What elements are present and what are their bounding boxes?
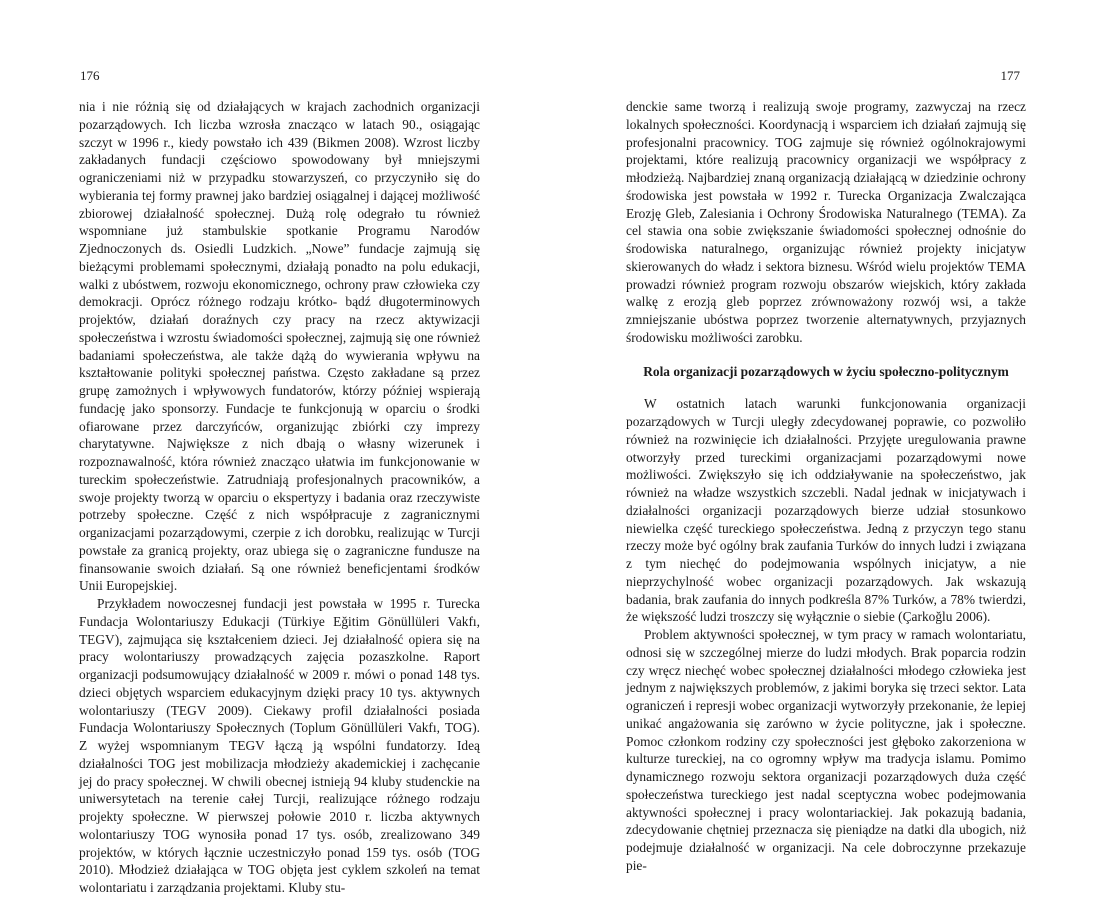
- right-page: [550, 0, 1100, 873]
- page-number-right: 177: [1000, 68, 1020, 83]
- page-number-left: 176: [80, 68, 100, 83]
- right-text-block: [626, 98, 1026, 875]
- left-paragraph-2: Przykładem nowoczesnej fundacji jest powstała w 1995 r. Turecka Fundacja Wolontariuszy Edukacji (Türkiye Eğitim Gönüllüleri Vakfı, TEGV), zajmująca się kształceniem dzieci. Jej działalność opiera się na pracy wolontariuszy prowadzących zajęcia pozaszkolne. Raport organizacji podsumowujący działalność w 2009 r. mówi o ponad 148 tys. dzieci objętych wsparciem edukacyjnym dzięki pracy 10 tys. aktywnych wolontariuszy (TEGV 2009). Ciekawy profil działalności posiada Fundacja Wolontariuszy Społecznych (Toplum Gönüllüleri Vakfı, TOG). Z wyżej wspomnianym TEGV łączą ją wspólni fundatorzy. Ideą działalności TOG jest mobilizacja młodzieży akademickiej i zachęcanie jej do pracy społecznej. W chwili obecnej istnieją 94 kluby studenckie na uniwersytetach na terenie całej Turcji, realizujące różnego rodzaju projekty społeczne. W pierwszej połowie 2010 r. liczba aktywnych wolontariuszy TOG wynosiła ponad 17 tys. osób, zrealizowano 349 projektów, w których łącznie uczestniczyło ponad 159 tys. osób (TOG 2010). Młodzież działająca w TOG objęta jest cyklem szkoleń na temat wolontariatu i zarządzania projektami. Kluby stu-: [79, 596, 480, 895]
- right-paragraph-3: Problem aktywności społecznej, w tym pracy w ramach wolontariatu, odnosi się w szczególnej mierze do ludzi młodych. Brak poparcia rodzin czy wręcz niechęć wobec społecznej działalności młodego człowieka jest jednym z największych problemów, z jakimi boryka się trzeci sektor. Lata ograniczeń i represji wobec organizacji wytworzyły przekonanie, że lepiej unikać angażowania się zarówno w życie polityczne, jak i społeczne. Pomoc członkom rodziny czy społeczności jest głęboko zakorzeniona w kulturze tureckiej, na co ogromny wpływ ma tradycja islamu. Pomimo dynamicznego rozwoju sektora organizacji pozarządowych duża część społeczeństwa tureckiego jest nadal sceptyczna wobec podejmowania aktywności społecznej i pracy wolontariackiej. Jak pokazują badania, zdecydowanie chętniej przeznacza się pieniądze na datki dla ubogich, niż podejmuje działalność w organizacji. Na cele dobroczynne przekazuje pie-: [626, 627, 1026, 873]
- left-text-block: [79, 98, 480, 897]
- right-paragraph-1: denckie same tworzą i realizują swoje programy, zazwyczaj na rzecz lokalnych społeczności. Koordynacją i wsparciem ich działań zajmują się profesjonalni pracownicy. TOG zajmuje się również ogólnokrajowymi projektami, które realizują pracownicy organizacji we współpracy z młodzieżą. Najbardziej znaną organizacją działającą w dziedzinie ochrony środowiska jest powstała w 1992 r. Turecka Organizacja Zwalczająca Erozję Gleb, Zalesiania i Ochrony Środowiska Naturalnego (TEMA). Za cel stawia ona sobie zwiększanie świadomości społecznej odnośnie do środowiska naturalnego, organizując również projekty inicjatyw skierowanych do władz i sektora biznesu. Wśród wielu projektów TEMA prowadzi również program rozwoju obszarów wiejskich, który zakłada walkę z erozją gleb poprzez zrównoważony rozwój wsi, a także zmniejszanie ubóstwa poprzez tworzenie alternatywnych, przyjaznych środowisku możliwości zarobku.: [626, 99, 1026, 345]
- left-paragraph-1: nia i nie różnią się od działających w krajach zachodnich organizacji pozarządowych. Ich liczba wzrosła znacząco w latach 90., osiągając szczyt w 1996 r., kiedy powstało ich 439 (Bikmen 2008). Wzrost liczby zakładanych fundacji częściowo spowodowany był mniejszymi ograniczeniami niż w przypadku stowarzyszeń, co przyczyniło się do wybierania tej formy prawnej jako bardziej osiągalnej i dającej możliwość zbiorowej działalność społecznej. Dużą rolę odegrało tu również wspomniane już stambulskie spotkanie Programu Narodów Zjednoczonych ds. Osiedli Ludzkich. „Nowe” fundacje zajmują się bieżącymi problemami społecznymi, działają ponadto na polu edukacji, walki z ubóstwem, rozwoju ekonomicznego, ochrony praw człowieka czy demokracji. Oprócz różnego rodzaju krótko- bądź długoterminowych projektów, działań doraźnych czy pracy na rzecz aktywizacji społeczeństwa i wzrostu świadomości społecznej, zajmują się one również badaniami społeczeństwa, ale także dążą do wywierania wpływu na kształtowanie polityki społecznej państwa. Często zakładane są przez grupę zamożnych i wpływowych fundatorów, którzy później wspierają fundację jako sponsorzy. Fundacje te funkcjonują w oparciu o środki ofiarowane przez darczyńców, organizując zbiórki czy imprezy charytatywne. Największe z nich dbają o własny wizerunek i rozpoznawalność, która również znacząco ułatwia im funkcjonowanie w tureckim społeczeństwie. Zatrudniają profesjonalnych pracowników, a swoje projekty tworzą w oparciu o ekspertyzy i badania oraz rzeczywiste potrzeby społeczne. Część z nich współpracuje z zagranicznymi organizacjami pozarządowymi, czerpie z ich dorobku, realizując w Turcji powstałe za granicą projekty, oraz ubiega się o zagraniczne fundusze na finansowanie swoich działań. Są one również beneficjentami środków Unii Europejskiej.: [79, 99, 480, 594]
- section-heading: Rola organizacji pozarządowych w życiu społeczno-politycznym: [643, 363, 1009, 379]
- left-page: [0, 0, 550, 895]
- right-paragraph-2: W ostatnich latach warunki funkcjonowania organizacji pozarządowych w Turcji uległy zdecydowanej poprawie, co pozwoliło również na rozwinięcie ich działalności. Przyjęte uregulowania prawne otworzyły przed tureckimi organizacjami pozarządowymi nowe możliwości. Zwiększyło się ich oddziaływanie na społeczeństwo, jak również na władze wszystkich szczebli. Nadal jednak w inicjatywach i działalności organizacji pozarządowych bierze udział stosunkowo niewielka część tureckiego społeczeństwa. Jedną z przyczyn tego stanu rzeczy może być ogólny brak zaufania Turków do innych ludzi i związana z tym niechęć do podejmowania wspólnych inicjatyw, a nie nieprzychylność wobec organizacji pozarządowych. Jak wskazują badania, brak zaufania do innych podkreśla 87% Turków, a 78% twierdzi, że większość ludzi troszczy się wyłącznie o siebie (Çarkoğlu 2006).: [626, 396, 1026, 625]
